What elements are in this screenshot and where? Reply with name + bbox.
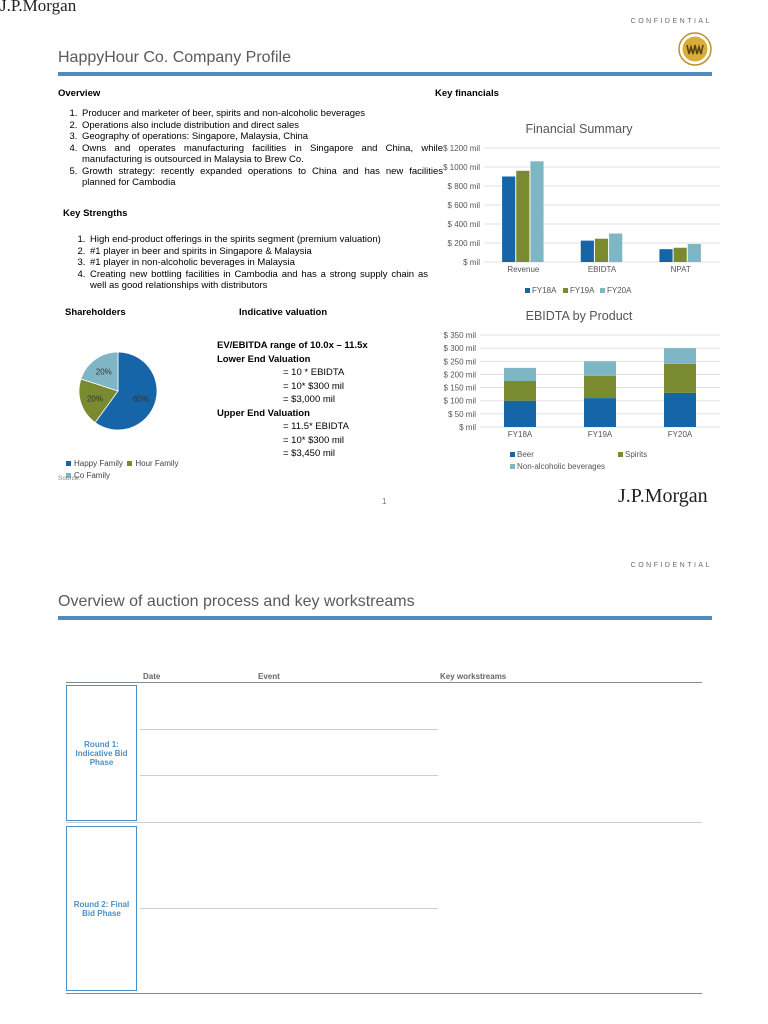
pie-slice-label: 60%	[132, 394, 150, 404]
row-divider	[140, 775, 438, 776]
title-rule	[58, 616, 712, 620]
x-tick-label: EBIDTA	[587, 265, 617, 274]
source-note: Source:	[58, 475, 81, 482]
legend-label: Beer	[517, 450, 534, 459]
y-tick-label: $ 800 mil	[447, 182, 480, 191]
chart-title: Financial Summary	[525, 122, 633, 136]
bar	[504, 368, 536, 381]
overview-list	[58, 108, 443, 189]
x-tick-label: Revenue	[507, 265, 540, 274]
legend-label: Spirits	[625, 450, 648, 459]
list-item: 1. High end-product offerings in the spirits segment (premium valuation)	[88, 234, 428, 246]
y-tick-label: $ 600 mil	[447, 201, 480, 210]
y-tick-label: $ mil	[459, 423, 476, 432]
legend-label: FY18A	[532, 286, 557, 295]
bar	[504, 381, 536, 401]
y-tick-label: $ 400 mil	[447, 220, 480, 229]
bar	[581, 241, 594, 262]
confidential-label: CONFIDENTIAL	[630, 562, 712, 569]
list-item: 4. Owns and operates manufacturing facilities in Singapore and China, while manufacturing is outsourced in Malaysia to Brew Co.	[80, 143, 443, 166]
bar	[584, 361, 616, 375]
strengths-heading: Key Strengths	[63, 208, 128, 219]
y-tick-label: $ 300 mil	[443, 344, 476, 354]
overview-heading: Overview	[58, 88, 101, 99]
list-item: 4. Creating new bottling facilities in Cambodia and has a strong supply chain as well as good relationships with distributors	[88, 269, 428, 292]
valuation-range: EV/EBITDA range of 10.0x – 11.5x	[217, 340, 368, 351]
x-tick-label: FY19A	[587, 430, 613, 439]
chart-title: EBIDTA by Product	[525, 309, 633, 323]
legend-swatch	[510, 464, 515, 469]
y-tick-label: $ 200 mil	[447, 239, 480, 248]
column-header-workstreams: Key workstreams	[440, 672, 507, 681]
upper-line: = 10* $300 mil	[283, 434, 344, 446]
shareholders-heading: Shareholders	[65, 307, 126, 318]
lower-line: = 10* $300 mil	[283, 380, 344, 392]
valuation-block	[217, 339, 427, 461]
x-tick-label: NPAT	[670, 265, 691, 274]
legend-co-family: Co Family	[66, 471, 110, 480]
shareholders-pie-chart	[70, 345, 170, 439]
list-item: 2. Operations also include distribution and direct sales	[80, 120, 443, 132]
legend-label: Non-alcoholic beverages	[517, 462, 606, 471]
y-tick-label: $ 1000 mil	[443, 163, 480, 172]
bar	[530, 161, 543, 262]
upper-line: = $3,450 mil	[283, 448, 336, 459]
list-item: 5. Growth strategy: recently expanded operations to China and has new facilities planned for Cambodia	[80, 166, 443, 189]
round-1-label: Round 1: Indicative Bid Phase	[75, 739, 128, 767]
section-divider	[66, 822, 702, 823]
upper-line: = 11.5* EBIDTA	[283, 421, 349, 432]
y-tick-label: $ 250 mil	[443, 357, 476, 367]
round-2-box	[66, 826, 137, 991]
bar	[674, 248, 687, 262]
y-tick-label: $ mil	[463, 258, 480, 267]
legend-swatch	[510, 452, 515, 457]
jpmorgan-logo-bottom: J.P.Morgan	[618, 485, 708, 507]
y-tick-label: $ 1200 mil	[443, 144, 480, 153]
round-1-box	[66, 685, 137, 821]
financial-summary-chart	[420, 116, 730, 302]
legend-swatch	[563, 288, 568, 293]
y-tick-label: $ 50 mil	[447, 409, 476, 419]
page-number: 1	[382, 497, 387, 506]
pie-slice-label: 20%	[86, 394, 104, 404]
legend-hour-family: Hour Family	[127, 459, 178, 468]
shareholders-legend	[66, 458, 216, 482]
valuation-heading: Indicative valuation	[239, 307, 328, 318]
y-tick-label: $ 100 mil	[443, 396, 476, 406]
legend-label: FY19A	[570, 286, 595, 295]
upper-end-label: Upper End Valuation	[217, 407, 310, 419]
bar	[688, 244, 701, 262]
company-seal-icon	[678, 32, 712, 66]
bar	[664, 348, 696, 364]
table-bottom-rule	[66, 993, 702, 994]
bar	[664, 364, 696, 393]
bar	[595, 239, 608, 262]
list-item: 3. #1 player in non-alcoholic beverages in Malaysia	[88, 257, 428, 269]
header-rule	[66, 682, 702, 683]
row-divider	[140, 729, 438, 730]
bar	[584, 398, 616, 427]
legend-swatch	[525, 288, 530, 293]
title-rule	[58, 72, 712, 76]
round-2-label: Round 2: Final Bid Phase	[73, 899, 130, 918]
pie-slice-label: 20%	[95, 367, 112, 377]
column-header-date: Date	[143, 672, 161, 681]
page-title: Overview of auction process and key workstreams	[58, 593, 415, 610]
lower-line: = 10 * EBIDTA	[283, 367, 345, 378]
list-item: 2. #1 player in beer and spirits in Singapore & Malaysia	[88, 246, 428, 258]
list-item: 3. Geography of operations: Singapore, Malaysia, China	[80, 131, 443, 143]
legend-label: FY20A	[607, 286, 632, 295]
y-tick-label: $ 150 mil	[443, 383, 476, 393]
jpmorgan-logo-top: J.P.Morgan	[0, 0, 77, 15]
lower-line: = $3,000 mil	[283, 394, 336, 405]
bar	[502, 177, 515, 263]
legend-swatch	[618, 452, 623, 457]
page-title: HappyHour Co. Company Profile	[58, 49, 291, 66]
list-item: 1. Producer and marketer of beer, spirits and non-alcoholic beverages	[80, 108, 443, 120]
y-tick-label: $ 200 mil	[443, 370, 476, 380]
confidential-label: CONFIDENTIAL	[630, 18, 712, 25]
bar	[504, 401, 536, 427]
row-divider	[140, 908, 438, 909]
ebidta-by-product-chart	[420, 304, 730, 476]
lower-end-label: Lower End Valuation	[217, 353, 311, 365]
column-header-event: Event	[258, 672, 280, 681]
bar	[664, 393, 696, 427]
x-tick-label: FY18A	[507, 430, 533, 439]
key-financials-heading: Key financials	[435, 88, 499, 99]
y-tick-label: $ 350 mil	[443, 331, 476, 340]
bar	[609, 234, 622, 263]
legend-swatch	[600, 288, 605, 293]
bar	[659, 249, 672, 262]
legend-happy-family: Happy Family	[66, 459, 123, 468]
strengths-list	[66, 234, 428, 292]
bar	[584, 376, 616, 398]
x-tick-label: FY20A	[667, 430, 693, 439]
bar	[516, 171, 529, 262]
